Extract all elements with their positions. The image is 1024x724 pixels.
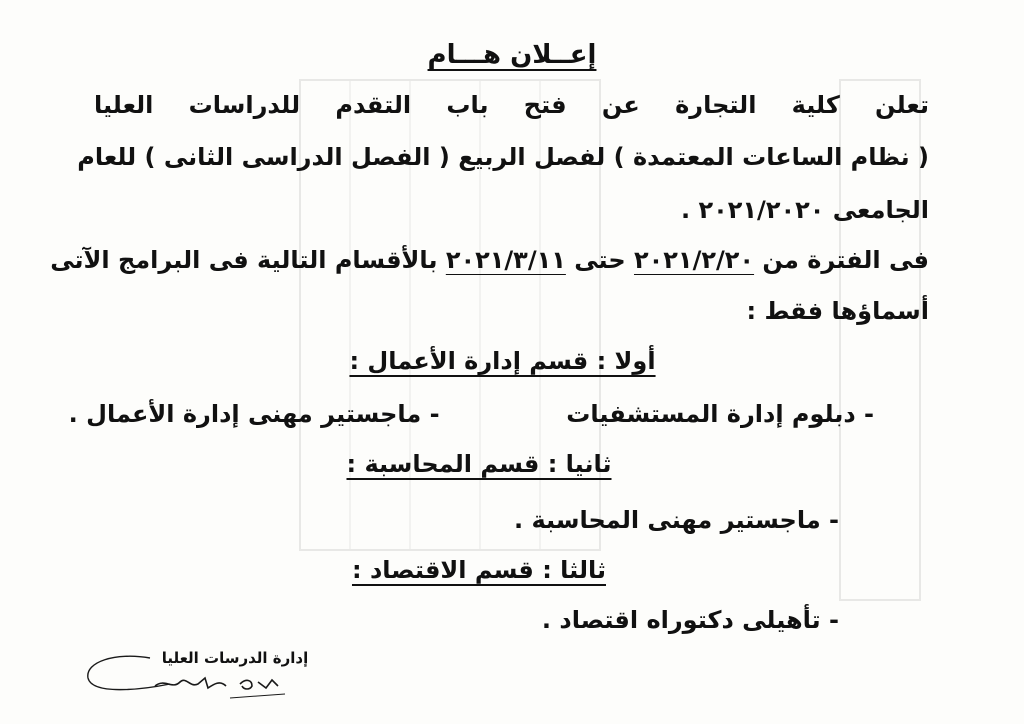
intro-line-5: أسماؤها فقط : <box>746 297 929 325</box>
intro-line-2: ( نظام الساعات المعتمدة ) لفصل الربيع ( الفصل الدراسى الثانى ) للعام <box>77 143 929 171</box>
program-item: - دبلوم إدارة المستشفيات <box>566 400 874 428</box>
period-prefix: فى الفترة من <box>762 246 929 274</box>
period-middle: حتى <box>574 246 626 274</box>
department-heading-accounting: ثانيا : قسم المحاسبة : <box>346 450 612 478</box>
department-heading-business: أولا : قسم إدارة الأعمال : <box>349 347 656 375</box>
department-programs-business <box>69 397 874 431</box>
program-item: - تأهيلى دكتوراه اقتصاد . <box>541 606 839 634</box>
period-line <box>50 243 929 277</box>
intro-line-3: الجامعى ٢٠٢١/٢٠٢٠ . <box>680 196 929 224</box>
period-end-date: ٢٠٢١/٣/١١ <box>445 246 566 274</box>
postgraduate-office-label: إدارة الدرسات العليا <box>161 649 309 667</box>
page-title: إعــلان هـــام <box>427 40 597 70</box>
handwritten-signature <box>80 640 320 710</box>
program-item: - ماجستير مهنى المحاسبة . <box>514 506 839 534</box>
program-item: - ماجستير مهنى إدارة الأعمال . <box>68 400 440 428</box>
intro-line-1: تعلن كلية التجارة عن فتح باب التقدم للدراسات العليا <box>94 91 929 119</box>
period-start-date: ٢٠٢١/٢/٢٠ <box>633 246 755 274</box>
department-heading-economics: ثالثا : قسم الاقتصاد : <box>351 556 606 584</box>
period-suffix: بالأقسام التالية فى البرامج الآتى <box>50 246 438 274</box>
